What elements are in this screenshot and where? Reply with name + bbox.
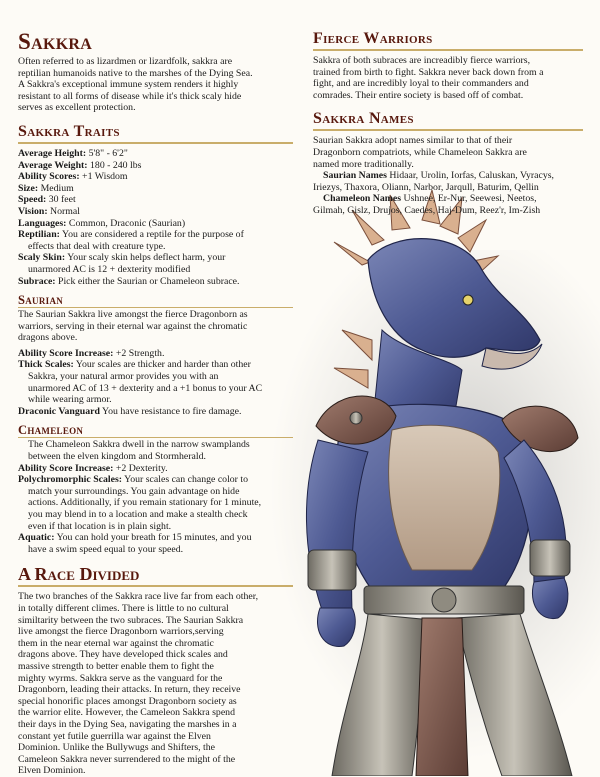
trait-size: Size: Medium [18, 182, 74, 194]
trait-speed: Speed: 30 feet [18, 194, 76, 206]
lizardfolk-warrior-illustration [272, 190, 600, 776]
right-column [313, 30, 583, 217]
fierce-line: fight, and are incredibly loyal to their commanders and [313, 78, 529, 90]
chameleon-aquatic-cont: have a swim speed equal to your speed. [28, 543, 184, 555]
chameleon-aquatic: Aquatic: You can hold your breath for 15 minutes, and you [18, 532, 252, 544]
saurian-thick-scales-cont: unarmored AC of 13 + dexterity and a +1 bonus to your AC [28, 382, 263, 394]
trait-languages: Languages: Common, Draconic (Saurian) [18, 217, 186, 229]
divided-line: their days in the Dying Sea, navigating the marshes in a [18, 718, 237, 730]
trait-average-weight: Average Weight: 180 - 240 lbs [18, 159, 142, 171]
trait-average-height: Average Height: 5'8" - 6'2" [18, 147, 128, 159]
divided-line: Dragonborn, leading their attacks. In return, they receive [18, 684, 241, 696]
chameleon-desc [18, 439, 293, 462]
names-line: named more traditionally. [313, 158, 414, 170]
trait-scaly-skin: Scaly Skin: Your scaly skin helps deflect harm, your [18, 252, 226, 264]
traits-heading: Sakkra Traits [18, 123, 293, 144]
fierce-heading: Fierce Warriors [313, 30, 583, 51]
divided-line: the warrior elite. However, the Cameleon Sakkra spend [18, 707, 235, 719]
divided-line: mighty wyrms. Sakkra serve as the vanguard for the [18, 672, 223, 684]
intro-line: Often referred to as lizardmen or lizardfolk, sakkra are [18, 56, 233, 67]
trait-subrace: Subrace: Pick either the Saurian or Chameleon subrace. [18, 275, 240, 287]
divided-line: constant yet futile guerrilla war against the Elven [18, 730, 211, 742]
trait-reptilian: Reptilian: You are considered a reptile for the purpose of [18, 229, 244, 241]
divided-line: massive strength to better enable them to fight the [18, 660, 214, 672]
trait-vision: Vision: Normal [18, 205, 80, 217]
trait-reptilian-cont: effects that deal with creature type. [28, 240, 166, 252]
saurian-draconic-vanguard: Draconic Vanguard You have resistance to fire damage. [18, 405, 242, 417]
left-column [18, 30, 293, 777]
saurian-thick-scales: Thick Scales: Your scales are thicker and harder than other [18, 359, 251, 371]
divided-line: in totally different climes. There is little to no cultural [18, 602, 229, 614]
divided-line: Elven Dominion. [18, 765, 86, 777]
traits-list [18, 148, 293, 287]
chameleon-poly-cont: even if that location is in plain sight. [28, 520, 172, 532]
saurian-names-cont: Iriezys, Thaxora, Oliann, Narbor, Jarqull, Baturim, Qellin [313, 181, 539, 193]
intro-line: A Sakkra's exceptional immune system renders it highly [18, 79, 239, 91]
saurian-desc [18, 309, 293, 344]
chameleon-desc-line: The Chameleon Sakkra dwell in the narrow swamplands [28, 439, 250, 451]
saurian-asi: Ability Score Increase: +2 Strength. [18, 347, 165, 359]
saurian-desc-line: warriors, serving in their eternal war against the chromatic [18, 320, 248, 332]
chameleon-asi: Ability Score Increase: +2 Dexterity. [18, 462, 168, 474]
intro-line: serves as excellent protection. [18, 102, 136, 114]
saurian-thick-scales-cont: Sakkra, your natural armor provides you with an [28, 371, 219, 383]
intro-line: resistant to all forms of disease while it's thick scaly hide [18, 90, 242, 102]
intro-line: reptilian humanoids native to the marshes of the Dying Sea. [18, 67, 253, 79]
saurian-thick-scales-cont: while wearing armor. [28, 394, 112, 406]
names-line: Saurian Sakkra adopt names similar to that of their [313, 135, 513, 147]
chameleon-poly-cont: match your surroundings. You gain advantage on hide [28, 485, 240, 497]
trait-scaly-skin-cont: unarmored AC is 12 + dexterity modified [28, 263, 191, 275]
trait-ability-scores: Ability Scores: +1 Wisdom [18, 171, 128, 183]
names-line: Dragonborn compatriots, while Chameleon Sakkra are [313, 146, 527, 158]
chameleon-traits [18, 463, 293, 556]
divided-line: live amongst the fierce Dragonborn warriors,serving [18, 626, 224, 638]
chameleon-poly-cont: actions. Additionally, if you remain stationary for 1 minute, [28, 497, 262, 509]
saurian-desc-line: dragons above. [18, 332, 78, 344]
names-heading: Sakkra Names [313, 110, 583, 131]
divided-paragraph [18, 591, 293, 777]
saurian-names: Saurian Names Hidaar, Urolin, Iorfas, Caluskan, Vyracys, [323, 170, 554, 182]
divided-line: Dominion. Unlike the Bullywugs and Shifters, the [18, 742, 216, 754]
intro-paragraph [18, 56, 293, 114]
saurian-traits [18, 348, 293, 418]
fierce-paragraph [313, 55, 583, 101]
chameleon-desc-line: between the elven kingdom and Stormherald. [28, 451, 206, 463]
names-paragraph [313, 135, 583, 216]
divided-heading: A Race Divided [18, 564, 293, 587]
divided-line: The two branches of the Sakkra race live far from each other, [18, 591, 259, 603]
divided-line: dragons above. They have developed thick scales and [18, 649, 228, 661]
saurian-desc-line: The Saurian Sakkra live amongst the fierce Dragonborn as [18, 309, 248, 321]
saurian-heading: Saurian [18, 294, 293, 308]
divided-line: them in the near eternal war against the chromatic [18, 637, 214, 649]
divided-line: Cameleon Sakkra never surrendered to the might of the [18, 753, 236, 765]
divided-line: similtarity between the two subraces. The Saurian Sakkra [18, 614, 244, 626]
fierce-line: trained from birth to fight. Sakkra never back down from a [313, 66, 544, 78]
divided-line: special honorific places amongst Dragonborn society as [18, 695, 237, 707]
chameleon-heading: Chameleon [18, 424, 293, 438]
chameleon-polychromorphic: Polychromorphic Scales: Your scales can change color to [18, 474, 249, 486]
fierce-line: comrades. Their entire society is based off of combat. [313, 89, 524, 101]
fierce-line: Sakkra of both subraces are increadibly fierce warriors, [313, 55, 531, 66]
chameleon-poly-cont: you may blend in to a location and make a stealth check [28, 509, 248, 520]
chameleon-names-cont: Gilmah, Gislz, Drujos, Caedes, Haj-Dum, Reez'r, Im-Zish [313, 204, 541, 216]
chameleon-names: Chameleon Names Ushnee, Er-Nur, Seewesi, Neetos, [323, 193, 537, 205]
page-title: Sakkra [18, 29, 93, 54]
